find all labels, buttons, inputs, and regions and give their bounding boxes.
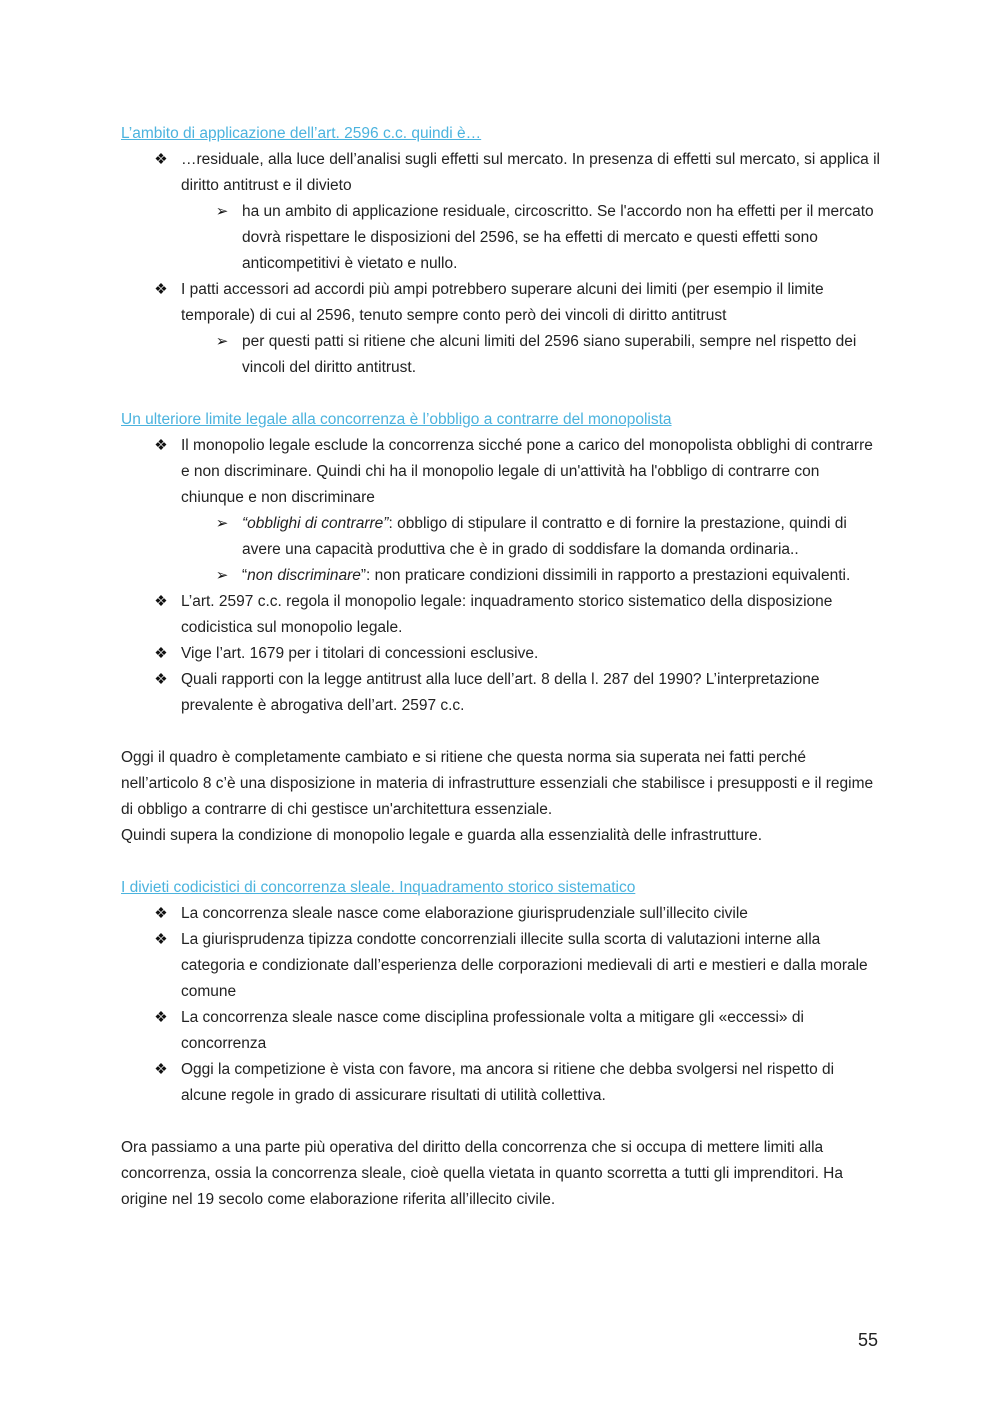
list-item xyxy=(154,901,881,927)
list-item xyxy=(154,1005,881,1057)
section-heading-ambito: L’ambito di applicazione dell’art. 2596 c.c. quindi è… xyxy=(121,125,482,142)
sub-list xyxy=(181,329,881,381)
body-paragraph: Oggi il quadro è completamente cambiato e si ritiene che questa norma sia superata nei fatti perché nell’articolo 8 c’è una disposizione in materia di infrastrutture essenziali che stabilisce i presupposti e il regime di obbligo a contrarre di chi gestisce un'architettura essenziale. xyxy=(121,749,874,818)
list-item xyxy=(154,927,881,1005)
arrowhead-bullet-icon: ➢ xyxy=(215,333,229,350)
section-heading-concorrenza-sleale: I divieti codicistici di concorrenza sleale. Inquadramento storico sistematico xyxy=(121,879,636,896)
diamond-bullet-icon: ❖ xyxy=(154,931,168,948)
diamond-bullet-icon: ❖ xyxy=(154,281,168,298)
list-item xyxy=(154,641,881,667)
term-definition: : obbligo di stipulare il contratto e di fornire la prestazione, quindi di avere una capacità produttiva che è in grado di soddisfare la domanda ordinaria.. xyxy=(242,515,847,558)
list-item-text: …residuale, alla luce dell’analisi sugli effetti sul mercato. In presenza di effetti sul mercato, si applica il diritto antitrust e il divieto xyxy=(181,151,880,194)
list-item-text: La concorrenza sleale nasce come elaborazione giurisprudenziale sull’illecito civile xyxy=(181,905,748,922)
term-definition: ”: non praticare condizioni dissimili in rapporto a prestazioni equivalenti. xyxy=(360,567,851,584)
sub-list-item xyxy=(215,329,881,381)
bullet-list-concorrenza-sleale xyxy=(121,901,881,1109)
page-number: 55 xyxy=(858,1330,879,1350)
list-item-text: Oggi la competizione è vista con favore, ma ancora si ritiene che debba svolgersi nel rispetto di alcune regole in grado di assicurare risultati di utilità collettiva. xyxy=(181,1061,835,1104)
list-item xyxy=(154,433,881,589)
arrowhead-bullet-icon: ➢ xyxy=(215,515,229,532)
sub-list xyxy=(181,511,881,589)
diamond-bullet-icon: ❖ xyxy=(154,1061,168,1078)
list-item xyxy=(154,589,881,641)
arrowhead-bullet-icon: ➢ xyxy=(215,567,229,584)
list-item xyxy=(154,1057,881,1109)
diamond-bullet-icon: ❖ xyxy=(154,671,168,688)
list-item xyxy=(154,147,881,277)
spacer xyxy=(121,719,881,745)
list-item-text: La giurisprudenza tipizza condotte concorrenziali illecite sulla scorta di valutazioni interne alla categoria e condizionate dall’esperienza delle corporazioni medievali di arti e mestieri e dalla morale comune xyxy=(181,931,868,1000)
spacer xyxy=(121,381,881,407)
sub-list-item xyxy=(215,511,881,563)
list-item-text: La concorrenza sleale nasce come disciplina professionale volta a mitigare gli «eccessi» di concorrenza xyxy=(181,1009,804,1052)
diamond-bullet-icon: ❖ xyxy=(154,645,168,662)
body-paragraph: Quindi supera la condizione di monopolio legale e guarda alla essenzialità delle infrastrutture. xyxy=(121,827,763,844)
list-item xyxy=(154,277,881,381)
list-item-text: Vige l’art. 1679 per i titolari di concessioni esclusive. xyxy=(181,645,539,662)
list-item xyxy=(154,667,881,719)
bullet-list-ambito xyxy=(121,147,881,381)
body-paragraph: Ora passiamo a una parte più operativa del diritto della concorrenza che si occupa di mettere limiti alla concorrenza, ossia la concorrenza sleale, cioè quella vietata in quanto scorretta a tutti gli imprenditori. Ha origine nel 19 secolo come elaborazione riferita all’illecito civile. xyxy=(121,1139,843,1208)
sub-list-item xyxy=(215,563,881,589)
diamond-bullet-icon: ❖ xyxy=(154,437,168,454)
section-heading-monopolista: Un ulteriore limite legale alla concorrenza è l’obbligo a contrarre del monopolista xyxy=(121,411,672,428)
sub-list-item-text: ha un ambito di applicazione residuale, circoscritto. Se l'accordo non ha effetti per il mercato dovrà rispettare le disposizioni del 2596, se ha effetti di mercato e questi effetti sono anticompetitivi è vietato e nullo. xyxy=(242,203,874,272)
open-quote: “ xyxy=(242,567,248,584)
list-item-text: Il monopolio legale esclude la concorrenza sicché pone a carico del monopolista obblighi di contrarre e non discriminare. Quindi chi ha il monopolio legale di un'attività ha l'obbligo di contrarre con chiunque e non discriminare xyxy=(181,437,873,506)
diamond-bullet-icon: ❖ xyxy=(154,151,168,168)
list-item-text: I patti accessori ad accordi più ampi potrebbero superare alcuni dei limiti (per esempio il limite temporale) di cui al 2596, tenuto sempre conto però dei vincoli di diritto antitrust xyxy=(181,281,824,324)
term-emphasis: “obblighi di contrarre” xyxy=(242,515,389,532)
diamond-bullet-icon: ❖ xyxy=(154,593,168,610)
arrowhead-bullet-icon: ➢ xyxy=(215,203,229,220)
spacer xyxy=(121,1109,881,1135)
diamond-bullet-icon: ❖ xyxy=(154,1009,168,1026)
sub-list-item-text: per questi patti si ritiene che alcuni limiti del 2596 siano superabili, sempre nel rispetto dei vincoli del diritto antitrust. xyxy=(242,333,857,376)
bullet-list-monopolio xyxy=(121,433,881,719)
sub-list xyxy=(181,199,881,277)
term-emphasis: non discriminare xyxy=(247,567,361,584)
sub-list-item xyxy=(215,199,881,277)
document-page xyxy=(121,121,881,1213)
list-item-text: Quali rapporti con la legge antitrust alla luce dell’art. 8 della l. 287 del 1990? L’interpretazione prevalente è abrogativa dell’art. 2597 c.c. xyxy=(181,671,820,714)
spacer xyxy=(121,849,881,875)
list-item-text: L’art. 2597 c.c. regola il monopolio legale: inquadramento storico sistematico della disposizione codicistica sul monopolio legale. xyxy=(181,593,833,636)
diamond-bullet-icon: ❖ xyxy=(154,905,168,922)
